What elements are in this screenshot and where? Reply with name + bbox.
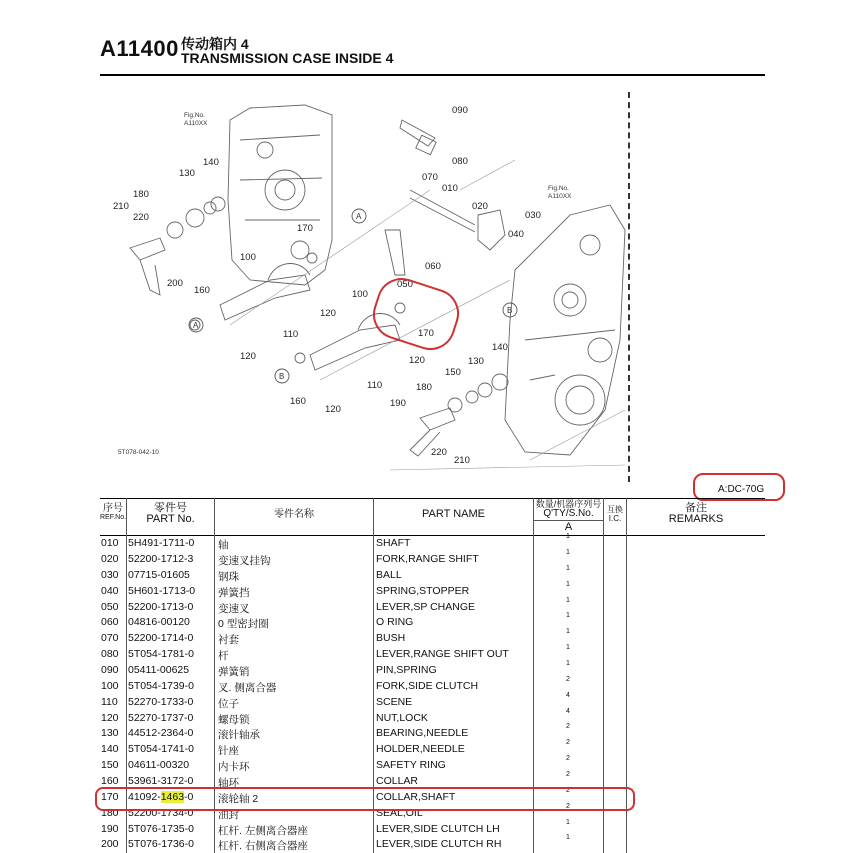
callout-070: 070 — [422, 172, 438, 183]
callout-150: 150 — [445, 367, 461, 378]
callout-170b: 170 — [418, 328, 434, 339]
callout-060: 060 — [425, 261, 441, 272]
callout-120: 120 — [320, 308, 336, 319]
header-rule — [100, 74, 765, 76]
table-row: 130 44512-2364-0 滚针轴承 BEARING,NEEDLE 2 — [101, 723, 570, 741]
table-row: 120 52270-1737-0 螺母锁 NUT,LOCK 4 — [101, 708, 570, 726]
svg-text:A110XX: A110XX — [184, 120, 208, 127]
table-row: 050 52200-1713-0 变速叉 LEVER,SP CHANGE 1 — [101, 597, 570, 615]
callout-120d: 120 — [325, 404, 341, 415]
table-row: 070 52200-1714-0 衬套 BUSH 1 — [101, 628, 570, 646]
header-part-no: 零件号 PART No. — [146, 502, 195, 525]
reference-label: A:DC-70G — [718, 484, 765, 495]
callout-220: 220 — [133, 212, 149, 223]
svg-text:Fig.No.: Fig.No. — [548, 185, 569, 192]
exploded-parts-diagram — [100, 80, 630, 475]
table-row: 060 04816-00120 0 型密封圈 O RING 1 — [101, 612, 570, 630]
callout-210: 210 — [113, 201, 129, 212]
callout-080: 080 — [452, 156, 468, 167]
callout-130b: 130 — [468, 356, 484, 367]
table-row: 100 5T054-1739-0 叉. 侧离合器 FORK,SIDE CLUTCH 2 — [101, 676, 570, 694]
callout-200: 200 — [167, 278, 183, 289]
callout-130: 130 — [179, 168, 195, 179]
svg-text:B: B — [279, 372, 285, 381]
callout-100: 100 — [240, 252, 256, 263]
callout-010: 010 — [442, 183, 458, 194]
svg-text:A: A — [193, 321, 199, 330]
svg-text:B: B — [507, 306, 513, 315]
title-english: TRANSMISSION CASE INSIDE 4 — [181, 50, 394, 66]
table-row: 200 5T076-1736-0 杠杆. 右侧离合器座 LEVER,SIDE CLUTCH RH 1 — [101, 834, 570, 852]
callout-100b: 100 — [352, 289, 368, 300]
callout-030: 030 — [525, 210, 541, 221]
callout-170: 170 — [297, 223, 313, 234]
table-row: 180 52200-1734-0 油封 SEAL,OIL 2 — [101, 803, 570, 821]
header-qty-a: A — [564, 521, 573, 533]
divider-dashed — [628, 92, 630, 482]
table-row: 010 5H491-1711-0 轴 SHAFT 1 — [101, 533, 570, 551]
table-top-line — [100, 498, 765, 499]
callout-140b: 140 — [492, 342, 508, 353]
header-ic: 互换 I.C. — [607, 505, 623, 523]
callout-190: 190 — [390, 398, 406, 409]
header-part-name-cn: 零件名称 — [274, 509, 314, 520]
callout-140: 140 — [203, 157, 219, 168]
callout-180: 180 — [133, 189, 149, 200]
right-case-outline — [505, 205, 625, 455]
table-row: 110 52270-1733-0 位子 SCENE 4 — [101, 692, 570, 710]
table-row: 140 5T054-1741-0 针座 HOLDER,NEEDLE 2 — [101, 739, 570, 757]
header-ref-no: 序号 REF.No. — [100, 503, 127, 521]
callout-180b: 180 — [416, 382, 432, 393]
header-remarks: 备注 REMARKS — [668, 502, 724, 525]
title-chinese: 传动箱内 4 — [181, 36, 249, 52]
table-row: 150 04611-00320 内卡环 SAFETY RING 2 — [101, 755, 570, 773]
callout-160: 160 — [194, 285, 210, 296]
svg-text:5T078-042-10: 5T078-042-10 — [118, 449, 159, 456]
table-row: 090 05411-00625 弹簧销 PIN,SPRING 1 — [101, 660, 570, 678]
callout-020: 020 — [472, 201, 488, 212]
table-row: 040 5H601-1713-0 弹簧挡 SPRING,STOPPER 1 — [101, 581, 570, 599]
callout-210b: 210 — [454, 455, 470, 466]
table-row: 030 07715-01605 钢珠 BALL 1 — [101, 565, 570, 583]
svg-text:A110XX: A110XX — [548, 193, 572, 200]
part-number-highlight: 1463 — [160, 791, 185, 803]
section-code: A11400 — [100, 36, 179, 61]
header-part-name-en: PART NAME — [422, 508, 485, 520]
callout-040: 040 — [508, 229, 524, 240]
callout-110: 110 — [283, 329, 299, 340]
callout-110b: 110 — [367, 380, 383, 391]
table-row: 160 53961-3172-0 轴环 COLLAR 2 — [101, 771, 570, 789]
callout-220b: 220 — [431, 447, 447, 458]
callout-050: 050 — [397, 279, 413, 290]
table-row: 080 5T054-1781-0 杆 LEVER,RANGE SHIFT OUT 1 — [101, 644, 570, 662]
row-170-highlight-box — [95, 787, 635, 811]
table-row: 190 5T076-1735-0 杠杆. 左侧离合器座 LEVER,SIDE CLUTCH LH 1 — [101, 819, 570, 837]
callout-120c: 120 — [409, 355, 425, 366]
callout-120b: 120 — [240, 351, 256, 362]
table-row-highlighted: 170 41092-1463-0 滚轮轴 2 COLLAR,SHAFT 2 — [101, 787, 570, 805]
callout-160b: 160 — [290, 396, 306, 407]
callout-090: 090 — [452, 105, 468, 116]
header-qty: 数量/机器序列号 Q'TY/S.No. — [535, 499, 602, 519]
svg-text:Fig.No.: Fig.No. — [184, 112, 205, 119]
table-row: 020 52200-1712-3 变速叉挂钩 FORK,RANGE SHIFT 1 — [101, 549, 570, 567]
svg-text:A: A — [356, 212, 362, 221]
